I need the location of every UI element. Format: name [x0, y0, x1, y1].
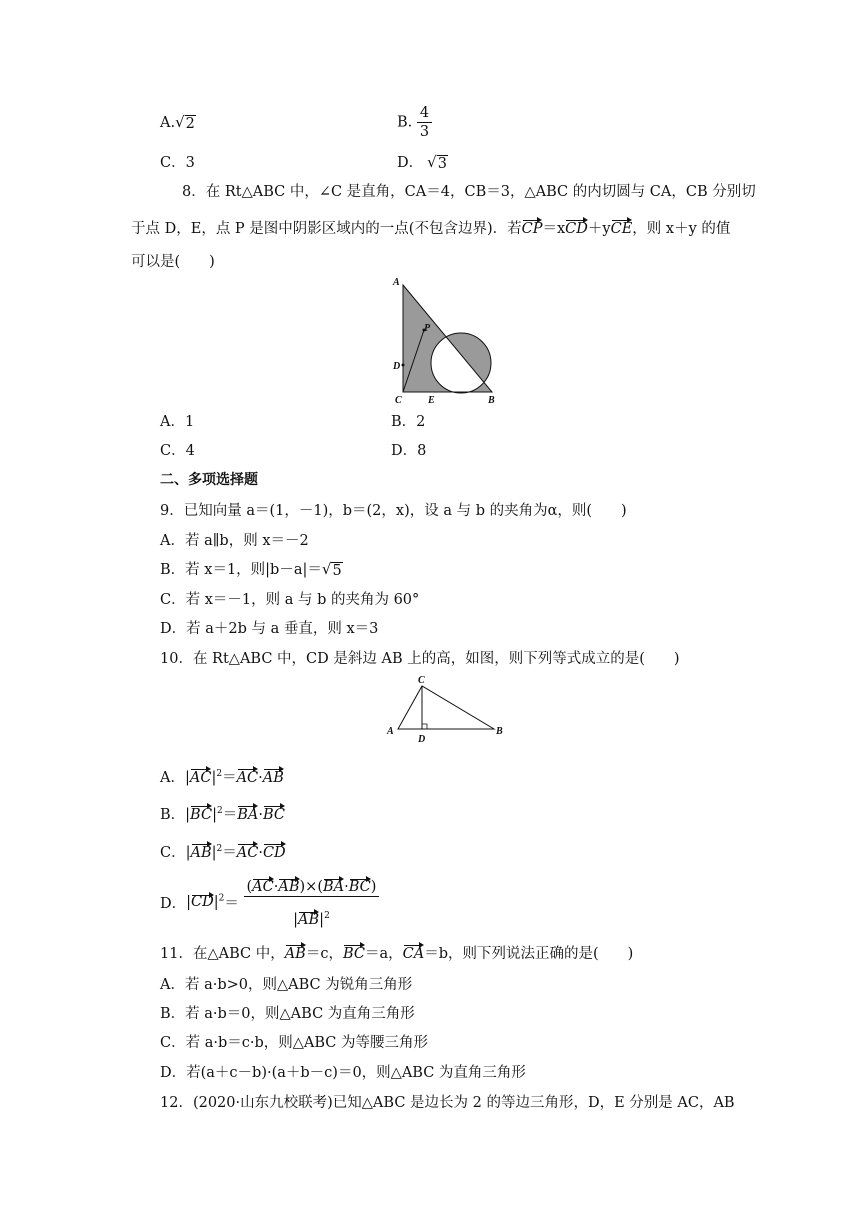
q7-option-b	[397, 104, 432, 141]
q11-eq-c: ＝c，	[305, 946, 343, 962]
q10-option-b	[160, 801, 285, 825]
vector-ac: AC	[236, 769, 259, 786]
q10-d-denominator	[293, 897, 330, 929]
q10-option-a	[160, 764, 284, 788]
abs-bar: |	[185, 806, 191, 823]
q8-figure-incircle	[385, 276, 505, 406]
paren: )	[299, 879, 306, 895]
shaded-region	[403, 285, 492, 393]
q8-option-a: A．1	[160, 414, 195, 430]
q8-option-c: C．4	[160, 443, 195, 459]
q7-b-denominator: 3	[419, 124, 430, 140]
vector-bc: BC	[190, 806, 213, 823]
abs-bar: |	[212, 806, 217, 823]
q7-a-radicand: 2	[185, 116, 195, 132]
vector-ab: AB	[262, 769, 284, 786]
dot: ·	[258, 844, 263, 861]
equals: ＝	[222, 844, 237, 861]
vector-ab: AB	[298, 911, 320, 928]
q11-option-b: B．若 a·b＝0，则△ABC 为直角三角形	[160, 1006, 415, 1022]
q10-b-label: B．	[160, 806, 186, 823]
q7-d-radicand: 3	[437, 156, 447, 172]
q9-b-text: B．若 x＝1，则|b－a|＝	[160, 562, 322, 578]
q8-plus: ＋y	[587, 221, 611, 237]
fig10-label-c: C	[418, 675, 425, 686]
q8-stem-line3: 可以是( )	[131, 254, 215, 270]
q11-stem-a: 11．在△ABC 中，	[160, 946, 285, 962]
fig8-label-b: B	[488, 395, 495, 406]
vector-ca: CA	[402, 946, 425, 962]
q9-b-radicand: 5	[332, 563, 342, 579]
q10-a-label: A．	[160, 769, 185, 786]
fig10-label-b: B	[496, 726, 503, 737]
q10-d-label: D．	[160, 895, 187, 912]
dot: ·	[344, 879, 349, 895]
q10-option-c	[160, 839, 286, 863]
q8-line2-tail: ，则 x＋y 的值	[632, 221, 731, 237]
square: 2	[324, 911, 330, 921]
q11-stem-b: ＝b，则下列说法正确的是( )	[424, 946, 634, 962]
q11-option-d: D．若(a＋c－b)·(a＋b－c)＝0，则△ABC 为直角三角形	[160, 1065, 526, 1081]
vector-ac: AC	[252, 879, 274, 895]
fraction-4-3	[417, 104, 432, 141]
vector-ce: CE	[610, 221, 633, 237]
vector-ba: BA	[237, 806, 259, 823]
q10-d-fraction	[244, 876, 380, 929]
vector-ac: AC	[189, 769, 212, 786]
sqrt-2: √ 2	[175, 113, 195, 132]
paren: (	[317, 879, 323, 895]
q10-stem: 10．在 Rt△ABC 中，CD 是斜边 AB 上的高，如图，则下列等式成立的是( )	[160, 651, 680, 667]
abs-bar: |	[211, 844, 217, 861]
dot: ·	[258, 806, 263, 823]
triangle-abc	[398, 686, 494, 729]
q10-c-label: C．	[160, 844, 186, 861]
q9-option-c: C．若 x＝－1，则 a 与 b 的夹角为 60°	[160, 592, 420, 608]
q10-option-d	[160, 876, 379, 929]
vector-ac: AC	[236, 844, 259, 861]
q12-stem: 12．(2020·山东九校联考)已知△ABC 是边长为 2 的等边三角形，D，E 分别是 AC，AB	[160, 1095, 735, 1111]
vector-bc: BC	[342, 946, 365, 962]
q8-stem-line2	[131, 219, 730, 239]
vector-cd: CD	[262, 844, 286, 861]
square: 2	[218, 893, 225, 904]
q11-stem	[160, 944, 633, 964]
q9-option-d: D．若 a＋2b 与 a 垂直，则 x＝3	[160, 621, 379, 637]
q7-option-d-label: D．	[397, 155, 424, 171]
paren: )	[370, 879, 377, 895]
q7-option-d	[397, 153, 448, 173]
q7-b-numerator: 4	[417, 104, 432, 123]
q8-stem-line1: 8．在 Rt△ABC 中，∠C 是直角，CA＝4，CB＝3，△ABC 的内切圆与 CA，CB 分别切	[182, 184, 756, 200]
q7-option-b-label: B.	[397, 114, 413, 131]
q11-option-a: A．若 a·b>0，则△ABC 为锐角三角形	[160, 977, 413, 993]
dot: ·	[273, 879, 279, 895]
fig10-label-d: D	[418, 734, 426, 745]
section-heading: 二、多项选择题	[160, 472, 258, 488]
vector-ba: BA	[323, 879, 345, 895]
q7-option-a	[160, 113, 196, 133]
times: ×	[305, 879, 318, 895]
square: 2	[216, 769, 223, 779]
square: 2	[216, 806, 223, 816]
vector-bc: BC	[262, 806, 285, 823]
vector-cd: CD	[191, 894, 214, 911]
fig8-label-e: E	[428, 395, 435, 406]
vector-cp: CP	[521, 221, 543, 237]
abs-bar: |	[184, 769, 190, 786]
q7-option-c: C．3	[160, 155, 195, 171]
vector-ab: AB	[284, 946, 306, 962]
q8-option-b: B．2	[391, 414, 426, 430]
abs-bar: |	[186, 894, 192, 911]
q9-option-a: A．若 a∥b，则 x＝－2	[160, 533, 309, 549]
fig8-label-c: C	[395, 395, 402, 406]
abs-bar: |	[211, 769, 217, 786]
sqrt-3: √ 3	[427, 153, 447, 172]
paren: (	[246, 879, 253, 895]
fig8-label-p: P	[424, 323, 431, 334]
square: 2	[216, 844, 223, 854]
abs-bar: |	[185, 844, 191, 861]
right-angle-mark	[422, 724, 427, 729]
abs-bar: |	[213, 894, 219, 911]
q10-figure-right-triangle	[382, 672, 512, 746]
q8-eq: ＝x	[542, 221, 566, 237]
equals: ＝	[224, 895, 239, 912]
q7-option-a-label: A.	[160, 115, 176, 131]
q10-d-numerator	[244, 876, 380, 897]
q8-line2-text: 于点 D，E，点 P 是图中阴影区域内的一点(不包含边界)．若	[131, 221, 522, 237]
abs-bar: |	[293, 911, 299, 928]
q8-option-d: D．8	[391, 443, 427, 459]
dot: ·	[258, 769, 263, 786]
q11-eq-a: ＝a，	[365, 946, 403, 962]
fig8-label-a: A	[393, 277, 400, 288]
vector-bc: BC	[348, 879, 371, 895]
q9-option-b	[160, 560, 343, 580]
equals: ＝	[222, 806, 238, 823]
equals: ＝	[222, 769, 237, 786]
vector-cd: CD	[565, 221, 588, 237]
q11-option-c: C．若 a·b＝c·b，则△ABC 为等腰三角形	[160, 1035, 429, 1051]
q9-stem: 9．已知向量 a＝(1，－1)，b＝(2，x)，设 a 与 b 的夹角为α，则( )	[160, 503, 627, 519]
abs-bar: |	[319, 911, 325, 928]
vector-ab: AB	[190, 844, 212, 861]
vector-ab: AB	[278, 879, 300, 895]
point-d	[402, 364, 405, 367]
fig8-label-d: D	[393, 361, 401, 372]
sqrt-5: √ 5	[321, 560, 342, 579]
fig10-label-a: A	[387, 726, 394, 737]
